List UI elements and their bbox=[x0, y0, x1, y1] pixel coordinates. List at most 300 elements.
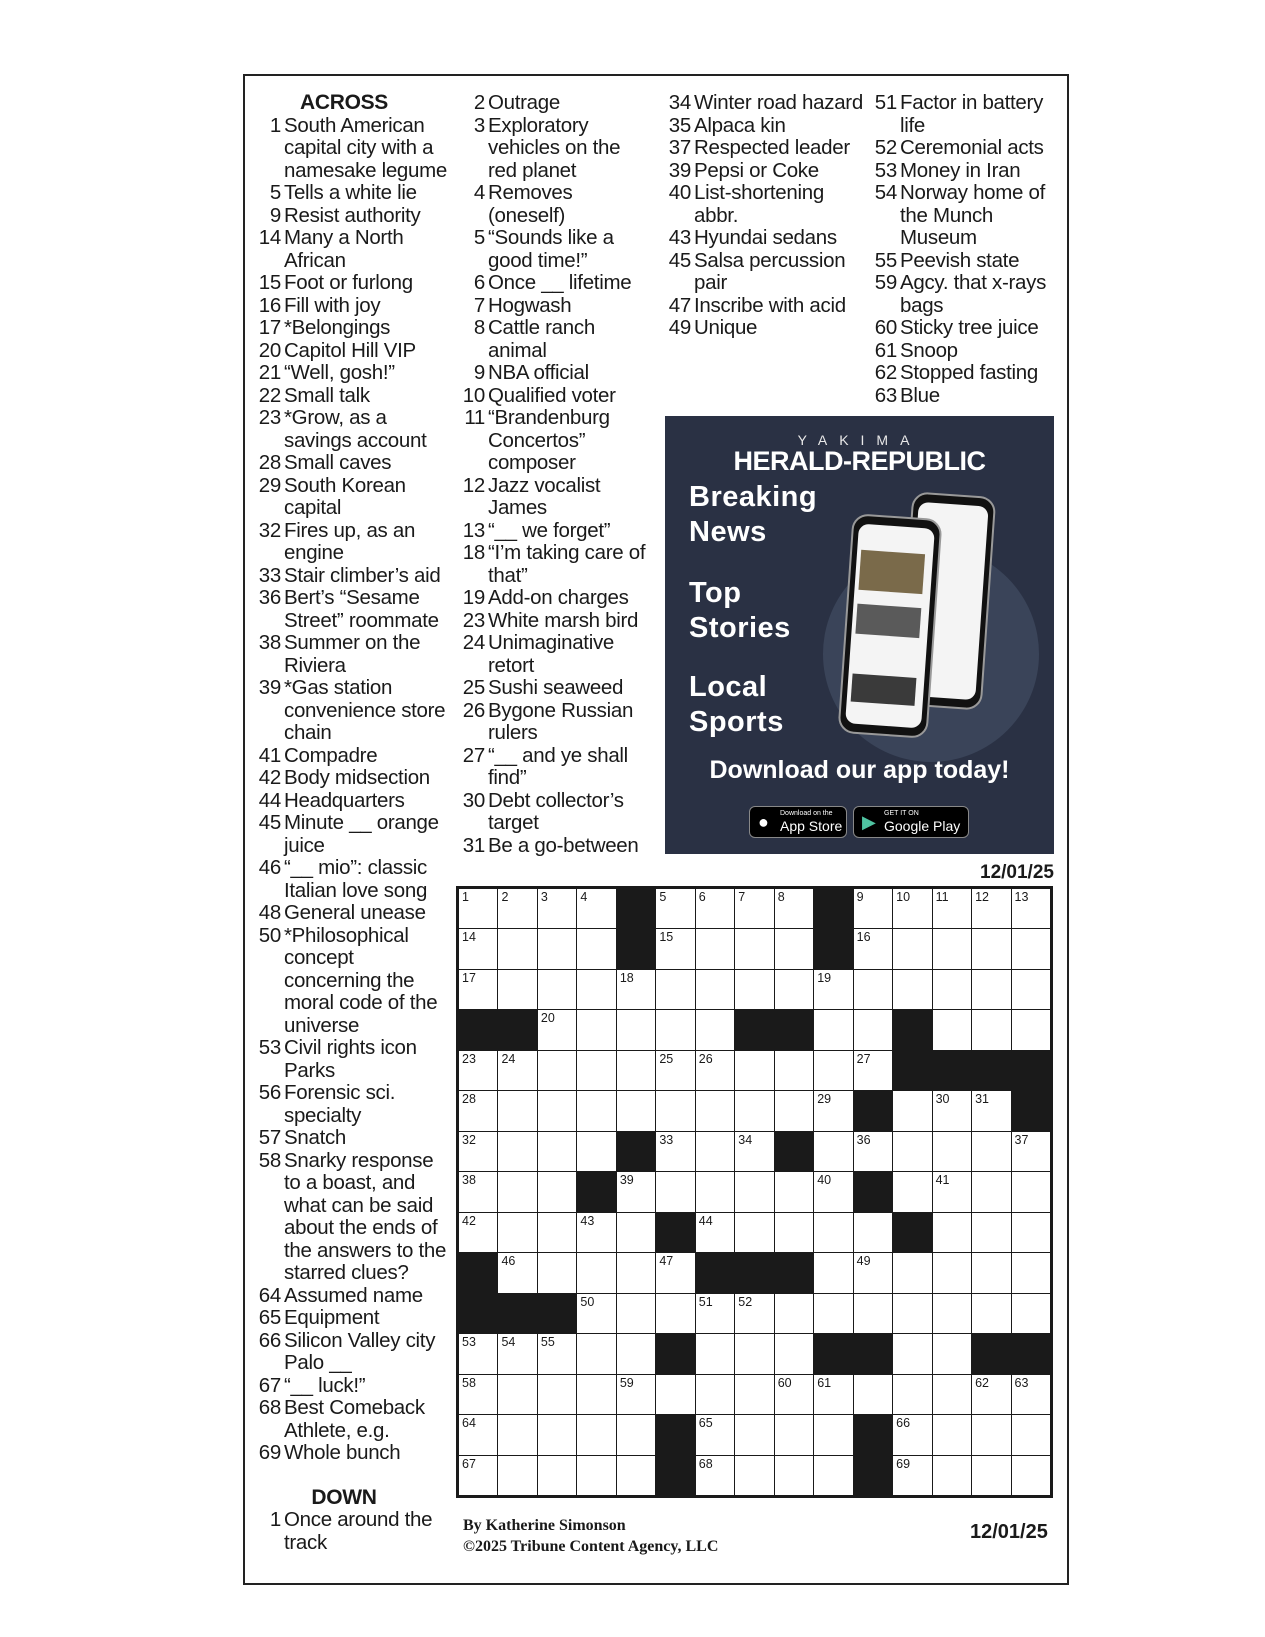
clue[interactable] bbox=[254, 745, 454, 768]
grid-cell[interactable] bbox=[814, 970, 852, 1009]
grid-cell[interactable] bbox=[775, 1294, 813, 1333]
grid-cell[interactable] bbox=[1012, 1456, 1050, 1495]
grid-cell[interactable] bbox=[696, 1132, 734, 1171]
clue[interactable] bbox=[254, 317, 454, 340]
grid-cell[interactable] bbox=[972, 1010, 1010, 1049]
clue[interactable] bbox=[458, 295, 653, 318]
grid-cell[interactable] bbox=[696, 889, 734, 928]
grid-cell[interactable] bbox=[775, 1375, 813, 1414]
grid-cell[interactable] bbox=[1012, 889, 1050, 928]
grid-cell[interactable] bbox=[893, 1253, 931, 1292]
grid-cell[interactable] bbox=[656, 1172, 694, 1211]
grid-cell[interactable] bbox=[459, 889, 497, 928]
clue[interactable] bbox=[458, 520, 653, 543]
grid-cell[interactable] bbox=[775, 1213, 813, 1252]
grid-cell[interactable] bbox=[972, 1213, 1010, 1252]
grid-cell[interactable] bbox=[459, 1456, 497, 1495]
grid-cell[interactable] bbox=[933, 1415, 971, 1454]
grid-cell[interactable] bbox=[854, 1051, 892, 1090]
grid-cell[interactable] bbox=[893, 970, 931, 1009]
clue[interactable] bbox=[664, 295, 864, 318]
grid-cell[interactable] bbox=[775, 1334, 813, 1373]
grid-cell[interactable] bbox=[735, 1172, 773, 1211]
grid-cell[interactable] bbox=[775, 1172, 813, 1211]
grid-cell[interactable] bbox=[577, 1456, 615, 1495]
app-store-badge[interactable]: ● Download on the App Store bbox=[749, 806, 847, 838]
grid-cell[interactable] bbox=[735, 1051, 773, 1090]
clue-text: Factor in battery life bbox=[900, 91, 1044, 137]
grid-cell[interactable] bbox=[577, 929, 615, 968]
grid-cell[interactable] bbox=[696, 1334, 734, 1373]
grid-cell[interactable] bbox=[617, 1213, 655, 1252]
grid-cell[interactable] bbox=[814, 1051, 852, 1090]
grid-cell[interactable] bbox=[538, 1172, 576, 1211]
grid-cell[interactable] bbox=[696, 1415, 734, 1454]
grid-cell[interactable] bbox=[538, 1010, 576, 1049]
grid-cell[interactable] bbox=[696, 1091, 734, 1130]
grid-cell[interactable] bbox=[933, 1010, 971, 1049]
grid-cell[interactable] bbox=[933, 1172, 971, 1211]
clue[interactable] bbox=[254, 1037, 454, 1082]
clue[interactable] bbox=[458, 362, 653, 385]
grid-cell[interactable] bbox=[1012, 1415, 1050, 1454]
black-square bbox=[893, 1213, 931, 1252]
clue[interactable] bbox=[458, 92, 653, 115]
clue[interactable] bbox=[458, 587, 653, 610]
grid-cell[interactable] bbox=[814, 1294, 852, 1333]
grid-cell[interactable] bbox=[696, 929, 734, 968]
clue-number: 65 bbox=[258, 1306, 281, 1329]
clue[interactable] bbox=[458, 835, 653, 858]
black-square bbox=[696, 1253, 734, 1292]
clue[interactable] bbox=[458, 610, 653, 633]
grid-cell[interactable] bbox=[775, 1415, 813, 1454]
grid-cell[interactable] bbox=[893, 1091, 931, 1130]
grid-cell[interactable] bbox=[498, 1334, 536, 1373]
clue[interactable] bbox=[254, 902, 454, 925]
grid-cell[interactable] bbox=[459, 970, 497, 1009]
clue[interactable] bbox=[254, 1397, 454, 1442]
clue[interactable] bbox=[254, 1330, 454, 1375]
grid-cell[interactable] bbox=[459, 1091, 497, 1130]
grid-cell[interactable] bbox=[933, 1334, 971, 1373]
grid-cell[interactable] bbox=[814, 1415, 852, 1454]
clue-column-2 bbox=[458, 92, 653, 857]
clue[interactable] bbox=[254, 857, 454, 902]
clue[interactable] bbox=[664, 137, 864, 160]
grid-cell[interactable] bbox=[814, 1213, 852, 1252]
grid-cell[interactable] bbox=[498, 1172, 536, 1211]
clue[interactable] bbox=[870, 250, 1060, 273]
grid-cell[interactable] bbox=[893, 1375, 931, 1414]
grid-cell[interactable] bbox=[972, 1415, 1010, 1454]
grid-cell[interactable] bbox=[735, 1213, 773, 1252]
grid-cell[interactable] bbox=[696, 1010, 734, 1049]
across-clue-list bbox=[254, 115, 454, 1465]
grid-cell[interactable] bbox=[656, 1051, 694, 1090]
grid-cell[interactable] bbox=[577, 1334, 615, 1373]
clue[interactable] bbox=[458, 115, 653, 183]
grid-cell[interactable] bbox=[617, 1253, 655, 1292]
clue-text: Money in Iran bbox=[900, 158, 1021, 182]
grid-cell[interactable] bbox=[696, 1051, 734, 1090]
grid-cell[interactable] bbox=[696, 1456, 734, 1495]
clue-text: Unimaginative retort bbox=[488, 631, 614, 677]
grid-cell[interactable] bbox=[814, 1375, 852, 1414]
clue[interactable] bbox=[254, 790, 454, 813]
grid-cell[interactable] bbox=[538, 1132, 576, 1171]
clue[interactable] bbox=[870, 182, 1060, 250]
grid-cell[interactable] bbox=[854, 1253, 892, 1292]
clue[interactable] bbox=[254, 1127, 454, 1150]
grid-cell[interactable] bbox=[459, 929, 497, 968]
grid-cell[interactable] bbox=[617, 970, 655, 1009]
clue[interactable] bbox=[254, 272, 454, 295]
grid-cell[interactable] bbox=[656, 889, 694, 928]
grid-cell[interactable] bbox=[735, 1334, 773, 1373]
grid-cell[interactable] bbox=[617, 1010, 655, 1049]
grid-cell[interactable] bbox=[1012, 1010, 1050, 1049]
grid-cell[interactable] bbox=[933, 1132, 971, 1171]
grid-cell[interactable] bbox=[1012, 929, 1050, 968]
clue[interactable] bbox=[870, 272, 1060, 317]
clue[interactable] bbox=[254, 295, 454, 318]
grid-cell[interactable] bbox=[498, 1253, 536, 1292]
clue[interactable] bbox=[254, 362, 454, 385]
grid-cell[interactable] bbox=[933, 889, 971, 928]
grid-cell[interactable] bbox=[933, 1091, 971, 1130]
grid-cell[interactable] bbox=[775, 929, 813, 968]
grid-cell[interactable] bbox=[854, 889, 892, 928]
grid-cell[interactable] bbox=[1012, 1253, 1050, 1292]
grid-cell[interactable] bbox=[972, 1091, 1010, 1130]
clue[interactable] bbox=[458, 317, 653, 362]
grid-cell[interactable] bbox=[1012, 1294, 1050, 1333]
grid-cell[interactable] bbox=[854, 929, 892, 968]
grid-cell[interactable] bbox=[577, 1375, 615, 1414]
grid-cell[interactable] bbox=[577, 1091, 615, 1130]
google-play-badge[interactable]: ▶ GET IT ON Google Play bbox=[853, 806, 969, 838]
clue[interactable] bbox=[870, 92, 1060, 137]
grid-cell[interactable] bbox=[498, 1132, 536, 1171]
grid-cell[interactable] bbox=[893, 1132, 931, 1171]
grid-cell[interactable] bbox=[893, 929, 931, 968]
cell-number: 25 bbox=[659, 1051, 674, 1066]
clue[interactable] bbox=[458, 632, 653, 677]
grid-cell[interactable] bbox=[538, 1456, 576, 1495]
grid-cell[interactable] bbox=[1012, 1213, 1050, 1252]
grid-cell[interactable] bbox=[459, 1415, 497, 1454]
clue[interactable] bbox=[664, 92, 864, 115]
clue-text: *Philosophical concept concerning the moral code of the universe bbox=[284, 923, 438, 1037]
clue[interactable] bbox=[254, 1082, 454, 1127]
grid-cell[interactable] bbox=[656, 1294, 694, 1333]
grid-cell[interactable] bbox=[577, 1051, 615, 1090]
clue[interactable] bbox=[870, 137, 1060, 160]
grid-cell[interactable] bbox=[972, 1375, 1010, 1414]
clue-text: Compadre bbox=[284, 743, 378, 767]
grid-cell[interactable] bbox=[617, 1294, 655, 1333]
clue[interactable] bbox=[664, 115, 864, 138]
grid-cell[interactable] bbox=[696, 1172, 734, 1211]
cell-number: 28 bbox=[462, 1092, 476, 1107]
black-square bbox=[617, 889, 655, 928]
clue[interactable] bbox=[254, 115, 454, 183]
grid-cell[interactable] bbox=[933, 1375, 971, 1414]
grid-cell[interactable] bbox=[498, 1051, 536, 1090]
grid-cell[interactable] bbox=[459, 1051, 497, 1090]
clue[interactable] bbox=[254, 632, 454, 677]
grid-cell[interactable] bbox=[617, 1375, 655, 1414]
clue-text: Foot or furlong bbox=[284, 271, 413, 294]
clue-text: Hogwash bbox=[488, 293, 572, 317]
grid-cell[interactable] bbox=[854, 1132, 892, 1171]
grid-cell[interactable] bbox=[972, 1294, 1010, 1333]
grid-cell[interactable] bbox=[775, 889, 813, 928]
clue[interactable] bbox=[458, 407, 653, 475]
clue[interactable] bbox=[458, 542, 653, 587]
clue[interactable] bbox=[254, 1509, 454, 1554]
clue[interactable] bbox=[254, 1150, 454, 1285]
grid-cell[interactable] bbox=[735, 929, 773, 968]
clue[interactable] bbox=[458, 745, 653, 790]
grid-cell[interactable] bbox=[854, 970, 892, 1009]
clue-number: 46 bbox=[258, 856, 281, 879]
grid-cell[interactable] bbox=[538, 1213, 576, 1252]
grid-cell[interactable] bbox=[854, 1375, 892, 1414]
grid-cell[interactable] bbox=[577, 1132, 615, 1171]
clue[interactable] bbox=[458, 272, 653, 295]
grid-cell[interactable] bbox=[854, 1213, 892, 1252]
grid-cell[interactable] bbox=[498, 889, 536, 928]
clue[interactable] bbox=[664, 250, 864, 295]
grid-cell[interactable] bbox=[972, 1253, 1010, 1292]
grid-cell[interactable] bbox=[933, 1456, 971, 1495]
grid-cell[interactable] bbox=[893, 1334, 931, 1373]
clue[interactable] bbox=[664, 182, 864, 227]
grid-cell[interactable] bbox=[577, 1294, 615, 1333]
clue[interactable] bbox=[254, 227, 454, 272]
clue[interactable] bbox=[254, 812, 454, 857]
grid-cell[interactable] bbox=[577, 1415, 615, 1454]
grid-cell[interactable] bbox=[538, 970, 576, 1009]
grid-cell[interactable] bbox=[577, 1010, 615, 1049]
grid-cell[interactable] bbox=[814, 1456, 852, 1495]
grid-cell[interactable] bbox=[656, 1132, 694, 1171]
cell-number: 14 bbox=[462, 930, 476, 945]
grid-cell[interactable] bbox=[617, 1334, 655, 1373]
clue[interactable] bbox=[254, 452, 454, 475]
grid-cell[interactable] bbox=[538, 1375, 576, 1414]
grid-cell[interactable] bbox=[933, 970, 971, 1009]
clue[interactable] bbox=[870, 160, 1060, 183]
grid-cell[interactable] bbox=[656, 1253, 694, 1292]
grid-cell[interactable] bbox=[775, 1051, 813, 1090]
clue[interactable] bbox=[458, 182, 653, 227]
grid-cell[interactable] bbox=[893, 1294, 931, 1333]
grid-cell[interactable] bbox=[459, 1132, 497, 1171]
grid-cell[interactable] bbox=[538, 929, 576, 968]
grid-cell[interactable] bbox=[498, 1091, 536, 1130]
clue[interactable] bbox=[254, 520, 454, 565]
grid-cell[interactable] bbox=[972, 1172, 1010, 1211]
grid-cell[interactable] bbox=[893, 1456, 931, 1495]
grid-cell[interactable] bbox=[933, 1294, 971, 1333]
grid-cell[interactable] bbox=[735, 970, 773, 1009]
grid-cell[interactable] bbox=[656, 1375, 694, 1414]
cell-number: 64 bbox=[462, 1416, 476, 1431]
clue[interactable] bbox=[254, 205, 454, 228]
clue[interactable] bbox=[254, 1442, 454, 1465]
clue[interactable] bbox=[664, 227, 864, 250]
cell-number: 42 bbox=[462, 1213, 476, 1228]
grid-cell[interactable] bbox=[577, 889, 615, 928]
grid-cell[interactable] bbox=[498, 1456, 536, 1495]
grid-cell[interactable] bbox=[538, 1091, 576, 1130]
grid-cell[interactable] bbox=[854, 1294, 892, 1333]
grid-cell[interactable] bbox=[617, 1172, 655, 1211]
grid-cell[interactable] bbox=[933, 1213, 971, 1252]
grid-cell[interactable] bbox=[656, 1010, 694, 1049]
clue[interactable] bbox=[254, 1285, 454, 1308]
grid-cell[interactable] bbox=[656, 929, 694, 968]
grid-cell[interactable] bbox=[538, 1051, 576, 1090]
grid-cell[interactable] bbox=[696, 1294, 734, 1333]
grid-cell[interactable] bbox=[617, 1415, 655, 1454]
grid-cell[interactable] bbox=[538, 1253, 576, 1292]
grid-cell[interactable] bbox=[775, 1456, 813, 1495]
clue[interactable] bbox=[458, 475, 653, 520]
grid-cell[interactable] bbox=[775, 970, 813, 1009]
grid-cell[interactable] bbox=[656, 1091, 694, 1130]
grid-cell[interactable] bbox=[696, 1375, 734, 1414]
grid-cell[interactable] bbox=[933, 929, 971, 968]
grid-cell[interactable] bbox=[577, 1253, 615, 1292]
crossword-grid[interactable] bbox=[456, 886, 1053, 1498]
clue[interactable] bbox=[254, 767, 454, 790]
clue[interactable] bbox=[870, 317, 1060, 340]
clue-text: Add-on charges bbox=[488, 586, 629, 609]
app-advertisement[interactable] bbox=[665, 416, 1054, 854]
clue[interactable] bbox=[458, 790, 653, 835]
clue[interactable] bbox=[254, 925, 454, 1038]
grid-cell[interactable] bbox=[814, 1132, 852, 1171]
clue[interactable] bbox=[458, 677, 653, 700]
grid-cell[interactable] bbox=[656, 970, 694, 1009]
grid-cell[interactable] bbox=[577, 1213, 615, 1252]
grid-cell[interactable] bbox=[538, 1415, 576, 1454]
cell-number: 36 bbox=[856, 1132, 871, 1147]
grid-cell[interactable] bbox=[814, 1253, 852, 1292]
cell-number: 9 bbox=[856, 890, 864, 904]
grid-cell[interactable] bbox=[972, 1456, 1010, 1495]
cell-number: 40 bbox=[817, 1173, 832, 1188]
cell-number: 69 bbox=[896, 1456, 911, 1471]
grid-cell[interactable] bbox=[972, 1132, 1010, 1171]
clue[interactable] bbox=[458, 227, 653, 272]
clue-number: 23 bbox=[462, 608, 485, 632]
ad-feature-1: Breaking News bbox=[689, 481, 818, 548]
clue[interactable] bbox=[254, 565, 454, 588]
grid-cell[interactable] bbox=[1012, 1375, 1050, 1414]
grid-cell[interactable] bbox=[1012, 1172, 1050, 1211]
grid-cell[interactable] bbox=[933, 1253, 971, 1292]
grid-cell[interactable] bbox=[972, 889, 1010, 928]
grid-cell[interactable] bbox=[972, 929, 1010, 968]
grid-cell[interactable] bbox=[459, 1213, 497, 1252]
grid-cell[interactable] bbox=[498, 970, 536, 1009]
clue[interactable] bbox=[254, 407, 454, 452]
grid-cell[interactable] bbox=[459, 1334, 497, 1373]
clue-text: Blue bbox=[900, 383, 940, 407]
clue[interactable] bbox=[254, 475, 454, 520]
grid-cell[interactable] bbox=[498, 1415, 536, 1454]
clue[interactable] bbox=[254, 340, 454, 363]
grid-cell[interactable] bbox=[577, 970, 615, 1009]
grid-cell[interactable] bbox=[735, 1091, 773, 1130]
clue[interactable] bbox=[870, 362, 1060, 385]
grid-cell[interactable] bbox=[854, 1010, 892, 1049]
grid-cell[interactable] bbox=[893, 889, 931, 928]
grid-cell[interactable] bbox=[775, 1091, 813, 1130]
clue[interactable] bbox=[254, 1307, 454, 1330]
grid-cell[interactable] bbox=[1012, 970, 1050, 1009]
grid-cell[interactable] bbox=[814, 1010, 852, 1049]
grid-cell[interactable] bbox=[498, 929, 536, 968]
grid-cell[interactable] bbox=[696, 970, 734, 1009]
clue[interactable] bbox=[254, 182, 454, 205]
grid-cell[interactable] bbox=[735, 1456, 773, 1495]
clue[interactable] bbox=[870, 340, 1060, 363]
grid-cell[interactable] bbox=[617, 1051, 655, 1090]
grid-cell[interactable] bbox=[814, 1091, 852, 1130]
grid-cell[interactable] bbox=[893, 1172, 931, 1211]
grid-cell[interactable] bbox=[617, 1091, 655, 1130]
grid-cell[interactable] bbox=[735, 889, 773, 928]
black-square bbox=[854, 1334, 892, 1373]
grid-cell[interactable] bbox=[1012, 1132, 1050, 1171]
grid-cell[interactable] bbox=[498, 1375, 536, 1414]
grid-cell[interactable] bbox=[735, 1294, 773, 1333]
black-square bbox=[656, 1415, 694, 1454]
cell-number: 46 bbox=[501, 1254, 516, 1269]
clue[interactable] bbox=[254, 385, 454, 408]
clue[interactable] bbox=[870, 385, 1060, 408]
grid-cell[interactable] bbox=[696, 1213, 734, 1252]
grid-cell[interactable] bbox=[538, 1334, 576, 1373]
clue[interactable] bbox=[664, 160, 864, 183]
clue-number: 9 bbox=[269, 203, 281, 227]
ad-cta: Download our app today! bbox=[709, 756, 1010, 784]
clue[interactable] bbox=[664, 317, 864, 340]
clue[interactable] bbox=[254, 1375, 454, 1398]
grid-cell[interactable] bbox=[735, 1132, 773, 1171]
grid-cell[interactable] bbox=[459, 1172, 497, 1211]
clue[interactable] bbox=[254, 677, 454, 745]
grid-cell[interactable] bbox=[498, 1213, 536, 1252]
grid-cell[interactable] bbox=[617, 1456, 655, 1495]
clue[interactable] bbox=[458, 385, 653, 408]
grid-cell[interactable] bbox=[538, 889, 576, 928]
grid-cell[interactable] bbox=[972, 970, 1010, 1009]
grid-cell[interactable] bbox=[735, 1415, 773, 1454]
grid-cell[interactable] bbox=[459, 1375, 497, 1414]
grid-cell[interactable] bbox=[893, 1415, 931, 1454]
clue[interactable] bbox=[254, 587, 454, 632]
grid-cell[interactable] bbox=[814, 1172, 852, 1211]
clue[interactable] bbox=[458, 700, 653, 745]
grid-cell[interactable] bbox=[735, 1375, 773, 1414]
